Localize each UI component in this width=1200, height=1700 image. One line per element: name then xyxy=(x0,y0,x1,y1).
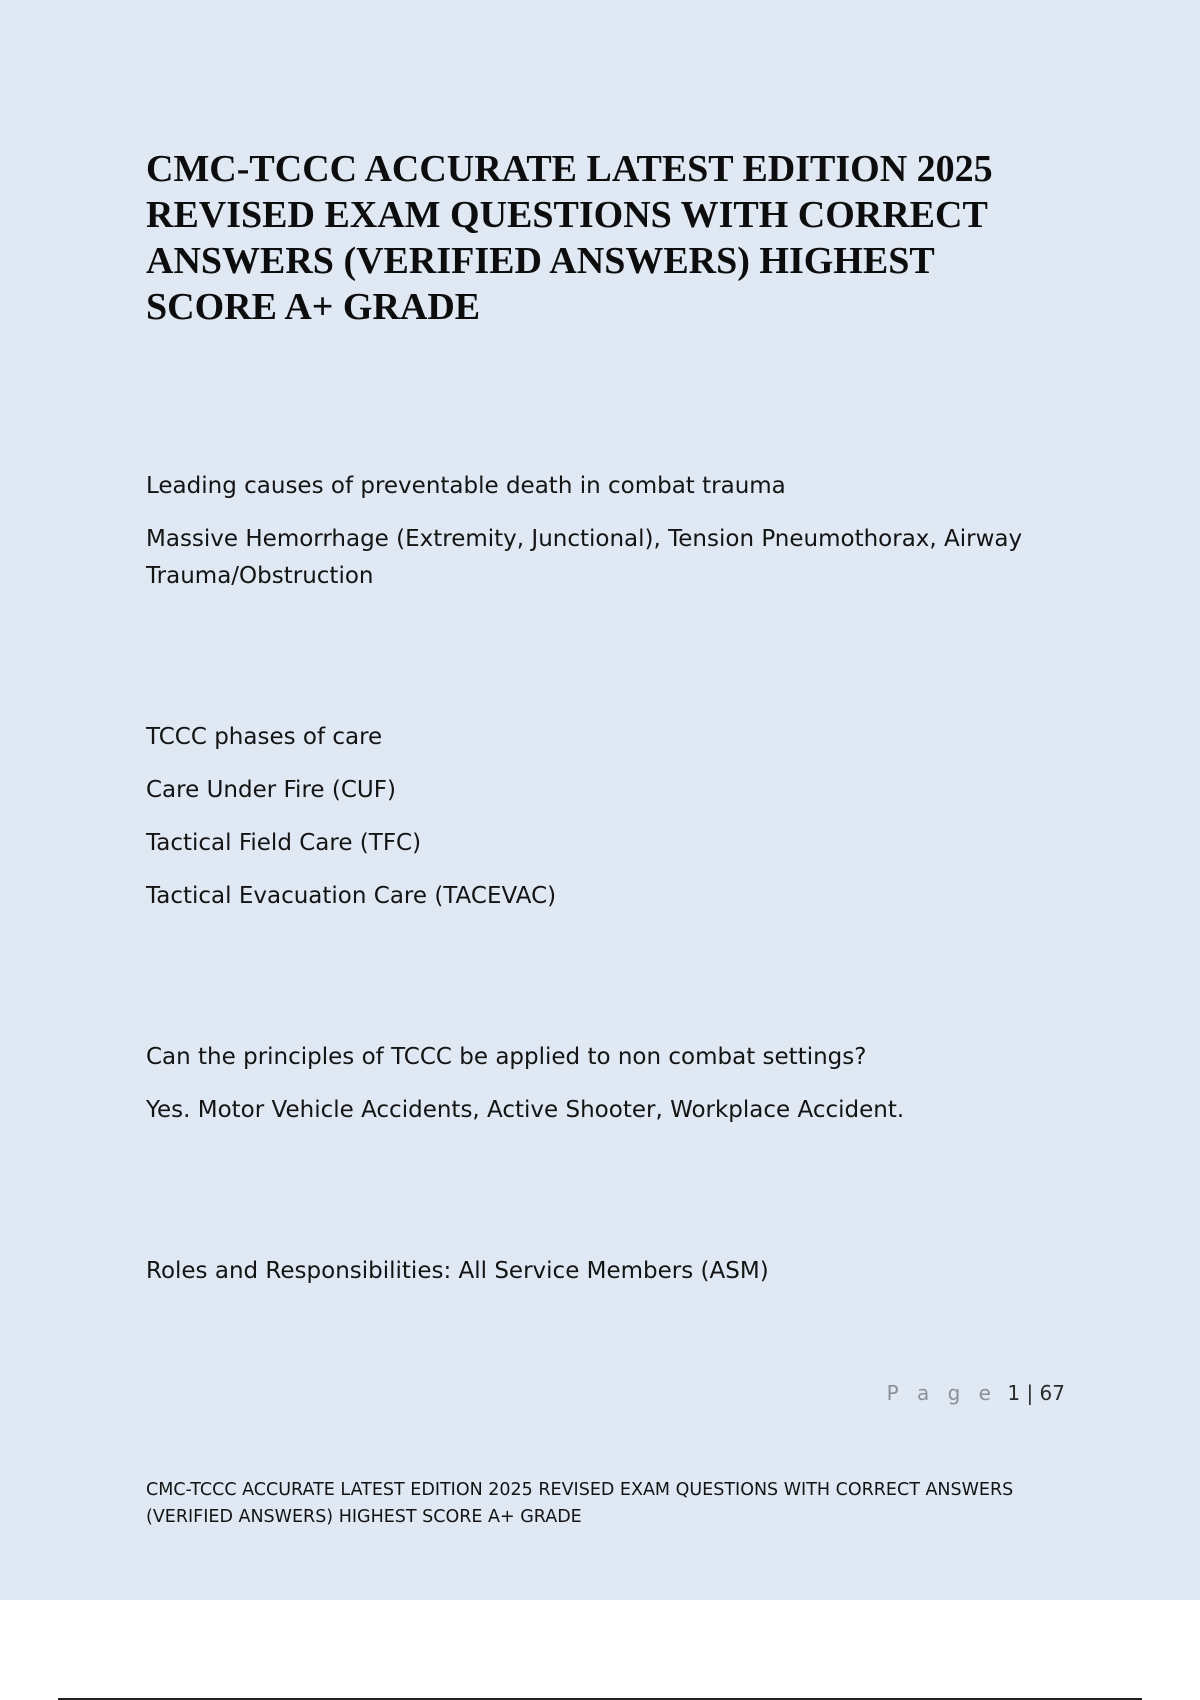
answer-text: Yes. Motor Vehicle Accidents, Active Shooter, Workplace Accident. xyxy=(146,1097,905,1123)
qa-block-phases-of-care xyxy=(146,719,1046,915)
qa-block-preventable-death xyxy=(146,468,1046,595)
document-title: CMC-TCCC ACCURATE LATEST EDITION 2025 REVISED EXAM QUESTIONS WITH CORRECT ANSWERS (VERIFIED ANSWERS) HIGHEST SCORE A+ GRADE xyxy=(146,148,993,328)
footer-text: CMC-TCCC ACCURATE LATEST EDITION 2025 REVISED EXAM QUESTIONS WITH CORRECT ANSWERS (VERIFIED ANSWERS) HIGHEST SCORE A+ GRADE xyxy=(146,1480,1014,1527)
question-text: Roles and Responsibilities: All Service Members (ASM) xyxy=(146,1258,769,1284)
qa-block-roles-responsibilities xyxy=(146,1253,1046,1290)
page-total: 67 xyxy=(1039,1381,1065,1405)
answer-text: Tactical Field Care (TFC) xyxy=(146,830,422,856)
answer-text: Tactical Evacuation Care (TACEVAC) xyxy=(146,883,557,909)
page-label: P a g e xyxy=(886,1381,997,1405)
page-separator: | xyxy=(1026,1381,1034,1405)
answer-text: Massive Hemorrhage (Extremity, Junctional), Tension Pneumothorax, Airway Trauma/Obstruction xyxy=(146,526,1023,589)
question-text: Leading causes of preventable death in combat trauma xyxy=(146,473,786,499)
page-number xyxy=(887,1381,1065,1405)
question-text: Can the principles of TCCC be applied to non combat settings? xyxy=(146,1044,867,1070)
question-text: TCCC phases of care xyxy=(146,724,383,750)
page-current: 1 xyxy=(1007,1381,1021,1405)
answer-text: Care Under Fire (CUF) xyxy=(146,777,396,803)
qa-block-non-combat-settings xyxy=(146,1039,1046,1129)
